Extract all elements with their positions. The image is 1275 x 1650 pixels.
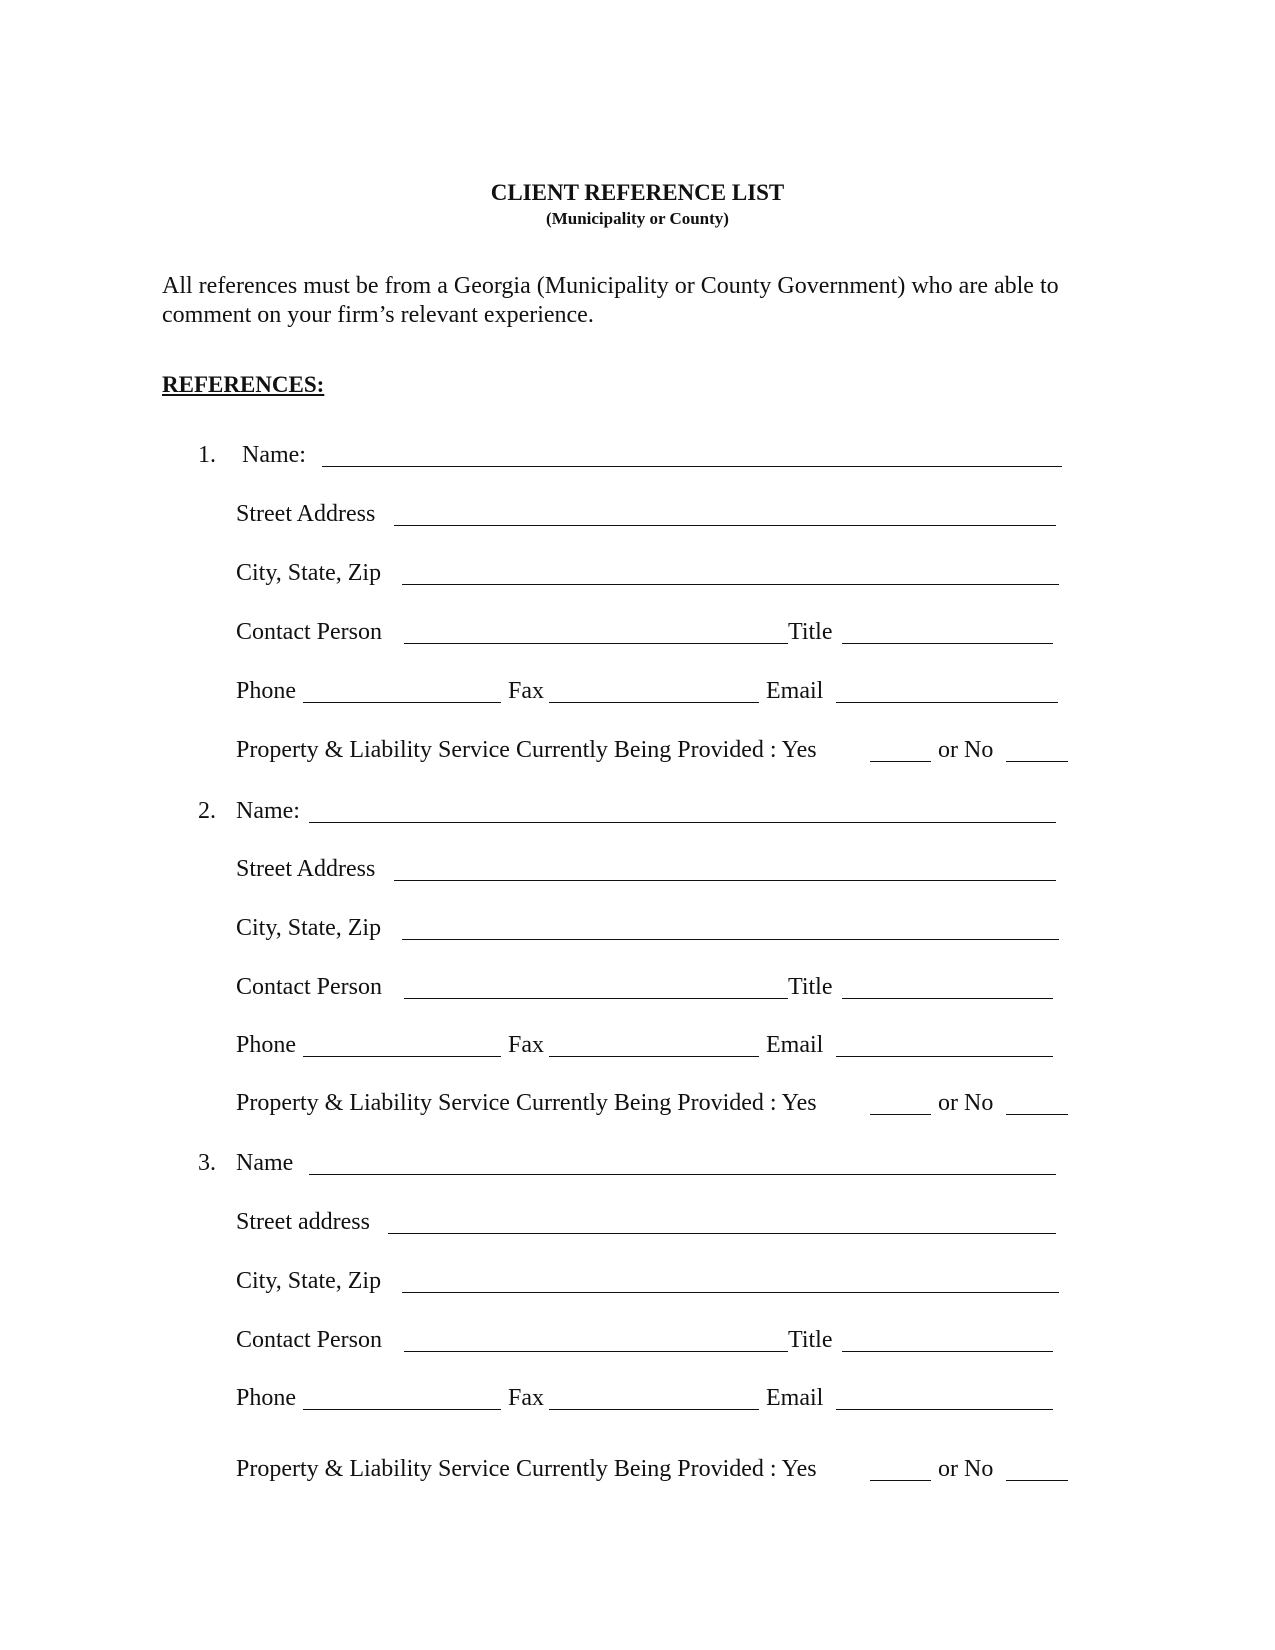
- or-no-label: or No: [938, 1090, 994, 1116]
- service-label: Property & Liability Service Currently Being Provided : Yes: [236, 737, 817, 763]
- contact-field[interactable]: [404, 643, 788, 644]
- name-field[interactable]: [309, 1174, 1056, 1175]
- street-label: Street address: [236, 1209, 370, 1235]
- name-row: [0, 441, 1275, 471]
- city-field[interactable]: [402, 939, 1059, 940]
- contact-field[interactable]: [404, 1351, 788, 1352]
- street-label: Street Address: [236, 856, 376, 882]
- city-label: City, State, Zip: [236, 1268, 382, 1294]
- fax-label: Fax: [508, 1385, 544, 1411]
- title-field[interactable]: [842, 643, 1053, 644]
- title-field[interactable]: [842, 998, 1053, 999]
- street-field[interactable]: [388, 1233, 1056, 1234]
- document-title: CLIENT REFERENCE LIST: [490, 180, 785, 205]
- contact-row: [0, 973, 1275, 1003]
- service-row: [0, 1455, 1275, 1485]
- phone-field[interactable]: [303, 1409, 501, 1410]
- email-label: Email: [766, 1385, 824, 1411]
- yes-field[interactable]: [870, 761, 931, 762]
- phone-label: Phone: [236, 1385, 296, 1411]
- reference-number: 2.: [198, 798, 216, 824]
- city-row: [0, 1267, 1275, 1297]
- contact-numbers-row: [0, 677, 1275, 707]
- or-no-label: or No: [938, 737, 994, 763]
- fax-label: Fax: [508, 1032, 544, 1058]
- contact-label: Contact Person: [236, 974, 382, 1000]
- phone-field[interactable]: [303, 1056, 501, 1057]
- fax-field[interactable]: [549, 1056, 759, 1057]
- contact-label: Contact Person: [236, 619, 382, 645]
- service-row: [0, 1089, 1275, 1119]
- email-label: Email: [766, 1032, 824, 1058]
- email-field[interactable]: [836, 702, 1058, 703]
- phone-label: Phone: [236, 678, 296, 704]
- street-field[interactable]: [394, 880, 1056, 881]
- street-row: [0, 855, 1275, 885]
- fax-field[interactable]: [549, 702, 759, 703]
- fax-label: Fax: [508, 678, 544, 704]
- email-field[interactable]: [836, 1409, 1053, 1410]
- document-subtitle: (Municipality or County): [546, 209, 729, 228]
- street-field[interactable]: [394, 525, 1056, 526]
- name-label: Name:: [236, 798, 300, 824]
- street-row: [0, 500, 1275, 530]
- intro-text: All references must be from a Georgia (Municipality or County Government) who are able to comment on your firm’s relevant experience.: [162, 273, 1059, 328]
- no-field[interactable]: [1006, 1114, 1068, 1115]
- title-label: Title: [788, 1327, 833, 1353]
- title-label: Title: [788, 974, 833, 1000]
- no-field[interactable]: [1006, 761, 1068, 762]
- fax-field[interactable]: [549, 1409, 759, 1410]
- contact-row: [0, 618, 1275, 648]
- service-label: Property & Liability Service Currently Being Provided : Yes: [236, 1456, 817, 1482]
- city-field[interactable]: [402, 1292, 1059, 1293]
- or-no-label: or No: [938, 1456, 994, 1482]
- reference-number: 1.: [198, 442, 216, 468]
- references-heading: REFERENCES:: [162, 372, 325, 397]
- no-field[interactable]: [1006, 1480, 1068, 1481]
- name-label: Name:: [242, 442, 306, 468]
- street-row: [0, 1208, 1275, 1238]
- city-field[interactable]: [402, 584, 1059, 585]
- email-field[interactable]: [836, 1056, 1053, 1057]
- contact-numbers-row: [0, 1031, 1275, 1061]
- city-label: City, State, Zip: [236, 915, 382, 941]
- title-field[interactable]: [842, 1351, 1053, 1352]
- yes-field[interactable]: [870, 1480, 931, 1481]
- street-label: Street Address: [236, 501, 376, 527]
- city-label: City, State, Zip: [236, 560, 382, 586]
- phone-label: Phone: [236, 1032, 296, 1058]
- service-label: Property & Liability Service Currently Being Provided : Yes: [236, 1090, 817, 1116]
- name-row: [0, 797, 1275, 827]
- city-row: [0, 559, 1275, 589]
- contact-field[interactable]: [404, 998, 788, 999]
- reference-number: 3.: [198, 1150, 216, 1176]
- title-label: Title: [788, 619, 833, 645]
- phone-field[interactable]: [303, 702, 501, 703]
- name-field[interactable]: [309, 822, 1056, 823]
- contact-numbers-row: [0, 1384, 1275, 1414]
- name-label: Name: [236, 1150, 294, 1176]
- yes-field[interactable]: [870, 1114, 931, 1115]
- contact-row: [0, 1326, 1275, 1356]
- service-row: [0, 736, 1275, 766]
- name-row: [0, 1149, 1275, 1179]
- city-row: [0, 914, 1275, 944]
- email-label: Email: [766, 678, 824, 704]
- contact-label: Contact Person: [236, 1327, 382, 1353]
- name-field[interactable]: [322, 466, 1062, 467]
